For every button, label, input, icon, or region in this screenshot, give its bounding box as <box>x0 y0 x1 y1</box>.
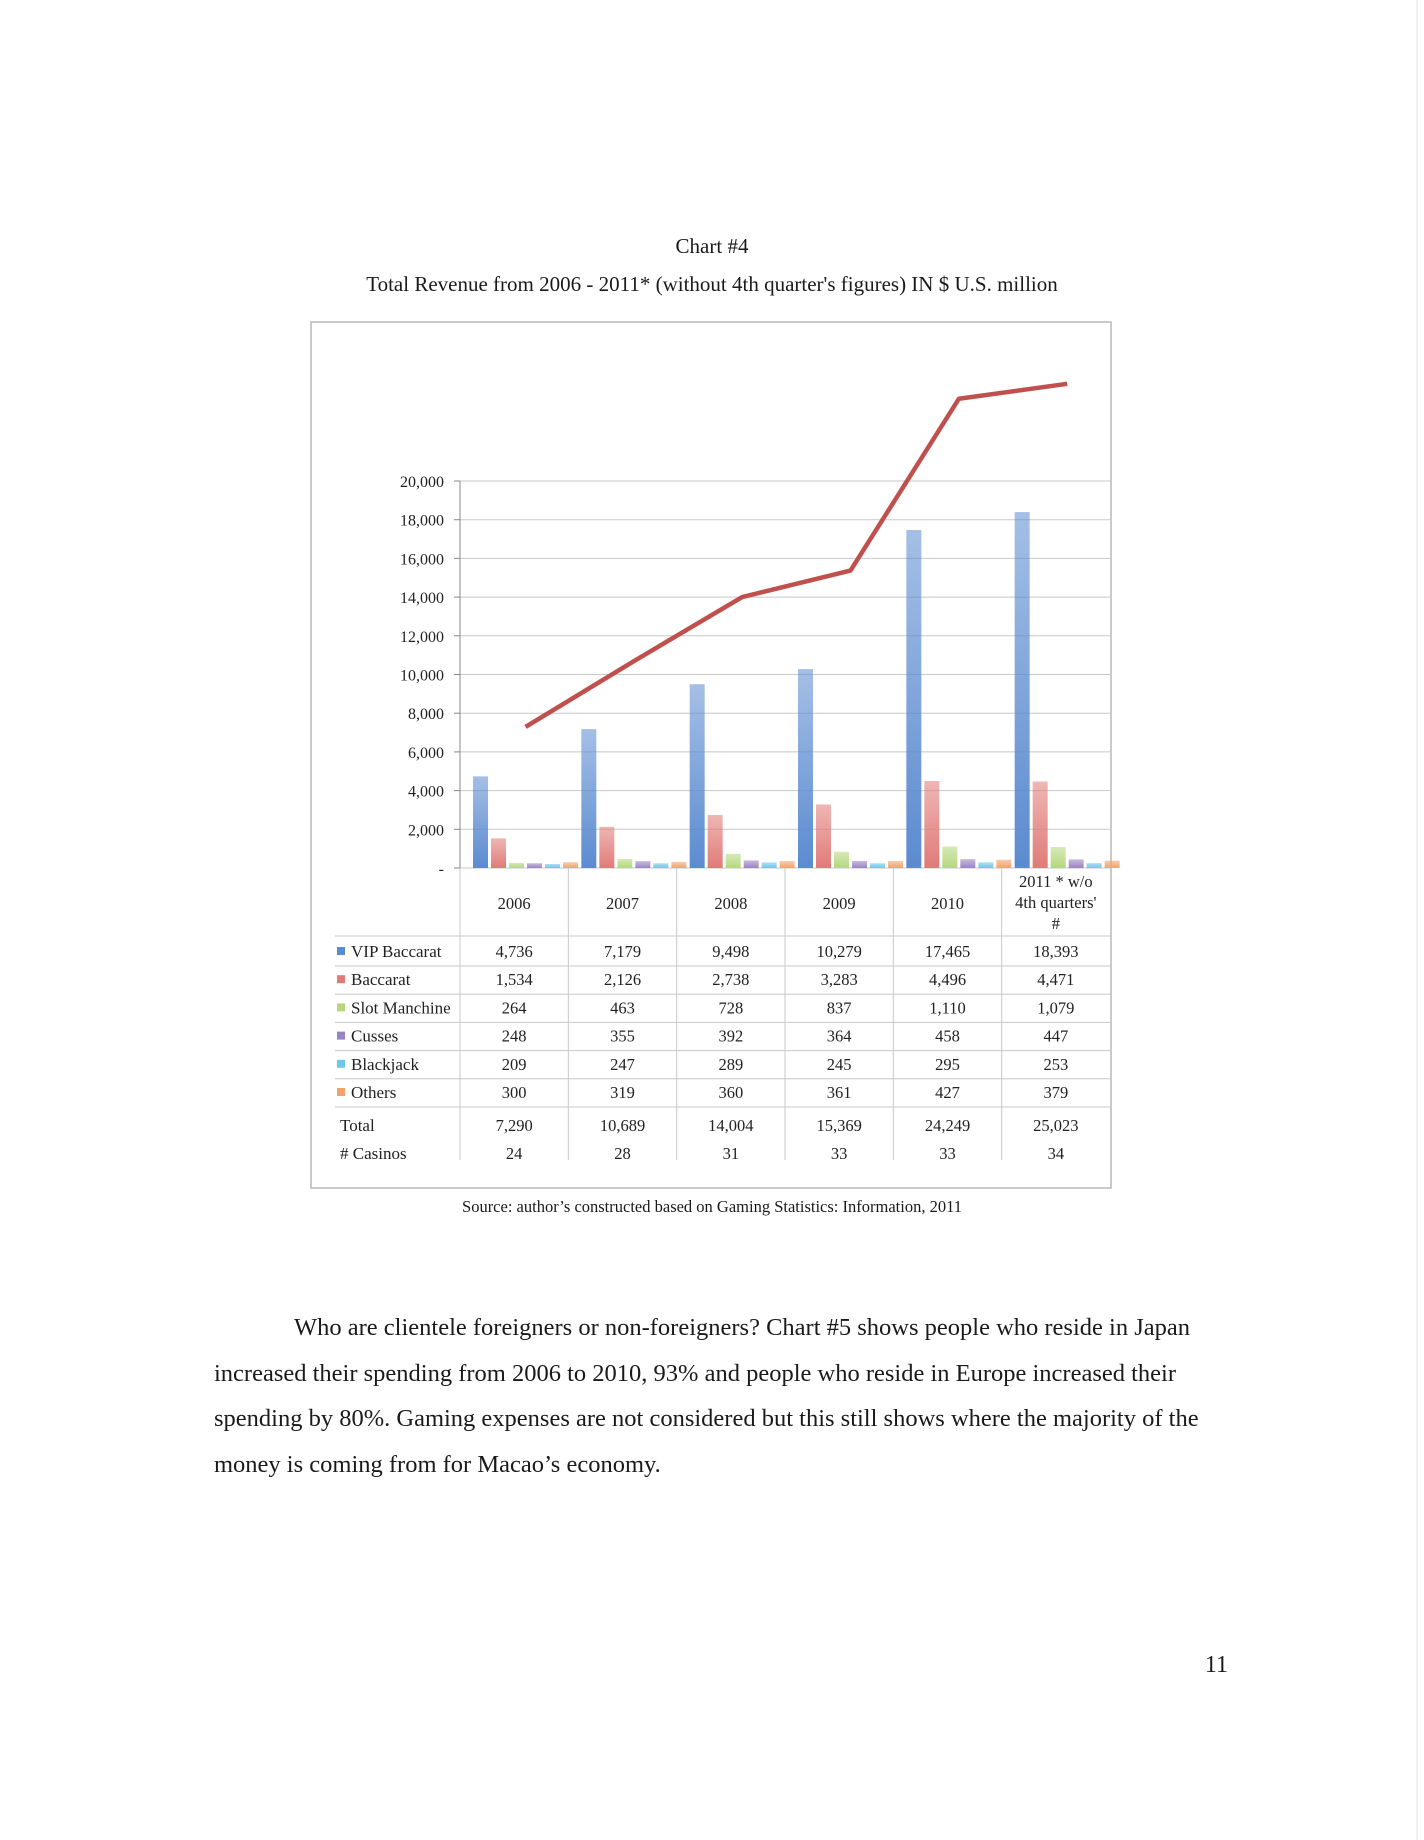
body-paragraph: Who are clientele foreigners or non-foreigners? Chart #5 shows people who reside in Japan increased their spending from 2006 to 2010, 93% and people who reside in Europe increased their spending by 80%. Gaming expenses are not considered but this still shows where the majority of the money is coming from for Macao’s economy. <box>214 1314 1199 1478</box>
bar-baccarat <box>708 815 723 868</box>
table-value: 17,465 <box>924 942 971 961</box>
bar-others <box>563 862 578 868</box>
y-tick-label: 4,000 <box>408 783 444 801</box>
bar-cusses <box>1069 859 1084 868</box>
table-value: 253 <box>1043 1054 1069 1074</box>
table-value: 289 <box>718 1054 744 1074</box>
table-value: 1,079 <box>1037 998 1075 1018</box>
category-label: 2010 <box>931 894 964 913</box>
table-value: 4,471 <box>1037 970 1075 990</box>
legend-label: Blackjack <box>351 1054 419 1074</box>
legend-swatch-cusses <box>337 1032 345 1040</box>
bar-others <box>780 861 795 868</box>
chart-title: Total Revenue from 2006 - 2011* (without 4th quarter's figures) IN $ U.S. million <box>366 272 1058 296</box>
table-value: 209 <box>501 1054 527 1074</box>
y-tick-label: 2,000 <box>408 822 444 840</box>
bar-baccarat <box>491 838 506 868</box>
total-value: 25,023 <box>1033 1116 1079 1135</box>
total-value: 7,290 <box>495 1116 533 1135</box>
legend-label: VIP Baccarat <box>351 942 442 961</box>
total-value: 14,004 <box>708 1116 754 1135</box>
legend-label: Baccarat <box>351 970 411 990</box>
bar-vip <box>798 669 813 868</box>
extra-row-value: 28 <box>614 1144 631 1163</box>
bar-others <box>671 862 686 868</box>
table-value: 3,283 <box>820 970 858 990</box>
bar-vip <box>906 530 921 868</box>
y-tick-label: 12,000 <box>400 628 444 646</box>
bar-baccarat <box>599 827 614 868</box>
legend-label: Cusses <box>351 1026 399 1046</box>
table-value: 264 <box>501 998 527 1018</box>
bar-vip <box>690 684 705 868</box>
bar-baccarat <box>1033 781 1048 868</box>
table-value: 458 <box>935 1026 960 1046</box>
bar-baccarat <box>816 804 831 868</box>
table-value: 360 <box>718 1083 744 1102</box>
extra-row-value: 34 <box>1047 1144 1065 1163</box>
bar-cusses <box>744 860 759 868</box>
table-value: 427 <box>935 1083 960 1102</box>
table-value: 18,393 <box>1033 942 1079 961</box>
bar-others <box>996 860 1011 868</box>
bar-cusses <box>635 861 650 868</box>
legend-swatch-slot <box>337 1003 345 1011</box>
total-value: 15,369 <box>816 1116 862 1135</box>
total-value: 10,689 <box>599 1116 646 1135</box>
y-tick-label: 8,000 <box>408 706 444 724</box>
table-value: 10,279 <box>816 942 862 961</box>
table-value: 245 <box>826 1054 852 1074</box>
table-value: 1,534 <box>495 970 533 990</box>
bar-blackjack <box>870 863 885 868</box>
bar-slot <box>1051 847 1066 868</box>
legend-swatch-vip <box>337 947 345 955</box>
category-label: 2007 <box>606 894 639 913</box>
bar-slot <box>726 854 741 868</box>
category-label: 2008 <box>714 894 748 913</box>
extra-row-value: 33 <box>830 1144 848 1163</box>
category-label: # <box>1051 914 1060 933</box>
bar-slot <box>834 852 849 868</box>
y-tick-label: 20,000 <box>400 474 444 491</box>
bar-vip <box>473 776 488 868</box>
table-value: 247 <box>610 1054 635 1074</box>
bar-cusses <box>852 861 867 868</box>
bar-vip <box>1015 512 1030 868</box>
total-value: 24,249 <box>924 1116 971 1135</box>
bar-slot <box>942 847 957 868</box>
bar-cusses <box>960 859 975 868</box>
y-tick-label: 18,000 <box>400 512 444 530</box>
bar-blackjack <box>545 864 560 868</box>
extra-row-value: 31 <box>722 1144 740 1163</box>
total-line <box>526 384 1068 727</box>
table-value: 2,126 <box>603 970 642 990</box>
bar-blackjack <box>1087 863 1102 868</box>
table-value: 447 <box>1043 1026 1069 1046</box>
category-label: 2011 * w/o <box>1019 872 1093 891</box>
table-value: 1,110 <box>929 998 966 1018</box>
table-value: 361 <box>826 1083 852 1102</box>
y-tick-label: 16,000 <box>400 551 444 569</box>
bar-blackjack <box>653 863 668 868</box>
table-value: 4,496 <box>928 970 967 990</box>
legend-label: Slot Manchine <box>351 998 451 1018</box>
table-value: 295 <box>935 1054 960 1074</box>
category-label: 4th quarters' <box>1015 893 1097 912</box>
table-value: 4,736 <box>495 942 533 961</box>
y-tick-label: 10,000 <box>400 667 444 685</box>
bar-slot <box>617 859 632 868</box>
bar-blackjack <box>978 862 993 868</box>
bar-others <box>1105 861 1120 868</box>
bar-vip <box>581 729 596 868</box>
bar-baccarat <box>924 781 939 868</box>
legend-label: Others <box>351 1083 397 1102</box>
y-tick-label: - <box>438 861 444 878</box>
table-value: 9,498 <box>712 942 750 961</box>
table-value: 364 <box>826 1026 852 1046</box>
extra-row-value: 24 <box>505 1144 523 1163</box>
page-number: 11 <box>1204 1652 1228 1678</box>
bar-cusses <box>527 863 542 868</box>
chart-source: Source: author’s constructed based on Gaming Statistics: Information, 2011 <box>462 1197 962 1216</box>
extra-row-value: 33 <box>939 1144 956 1163</box>
table-value: 355 <box>610 1026 635 1046</box>
table-value: 7,179 <box>603 942 642 961</box>
table-value: 319 <box>610 1083 635 1102</box>
table-value: 392 <box>718 1026 744 1046</box>
legend-swatch-baccarat <box>337 975 345 983</box>
chart-number: Chart #4 <box>675 234 749 258</box>
bar-blackjack <box>762 862 777 868</box>
table-value: 463 <box>610 998 635 1018</box>
table-value: 2,738 <box>712 970 750 990</box>
bar-others <box>888 861 903 868</box>
y-tick-label: 6,000 <box>408 744 444 762</box>
legend-swatch-others <box>337 1088 345 1096</box>
y-tick-label: 14,000 <box>400 590 444 608</box>
table-value: 248 <box>501 1026 527 1046</box>
table-value: 728 <box>718 998 744 1018</box>
table-value: 300 <box>501 1083 527 1102</box>
category-label: 2009 <box>822 894 856 913</box>
legend-swatch-blackjack <box>337 1060 345 1068</box>
table-value: 837 <box>826 998 852 1018</box>
bar-slot <box>509 863 524 868</box>
total-row-label: Total <box>340 1116 375 1135</box>
category-label: 2006 <box>497 894 531 913</box>
extra-row-label: # Casinos <box>340 1144 407 1163</box>
table-value: 379 <box>1043 1083 1069 1102</box>
